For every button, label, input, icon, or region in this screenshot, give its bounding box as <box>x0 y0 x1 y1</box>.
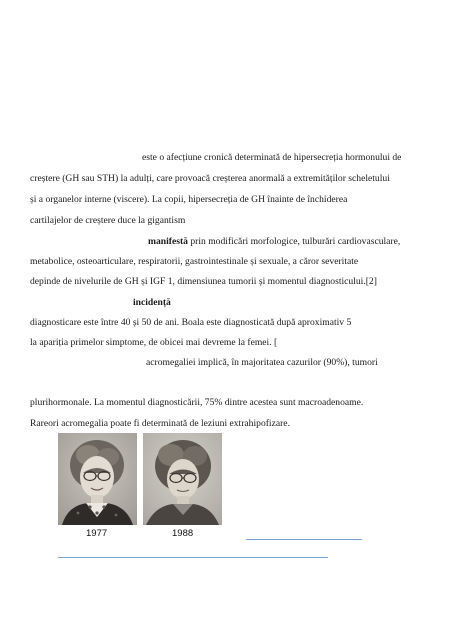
paragraph-5-line-1: plurihormonale. La momentul diagnosticării, 75% dintre acestea sunt macroadenoame. <box>30 397 364 408</box>
photo-1988 <box>143 433 222 525</box>
paragraph-1-line-1: este o afecțiune cronică determinată de hipersecreția hormonului de <box>142 152 402 163</box>
paragraph-3-line-1: diagnosticare este între 40 și 50 de ani. Boala este diagnosticată după aproximativ 5 <box>30 317 352 328</box>
photo-caption-1988: 1988 <box>172 528 194 539</box>
paragraph-5-line-2: Rareori acromegalia poate fi determinată de leziuni extrahipofizare. <box>30 418 290 429</box>
paragraph-2-line-3: depinde de nivelurile de GH și IGF 1, dimensiunea tumorii și momentul diagnosticului.[2] <box>30 276 377 287</box>
paragraph-2-line-2: metabolice, osteoarticulare, respiratorii, gastrointestinale și sexuale, a căror severitate <box>30 256 359 267</box>
paragraph-1-line-3: și a organelor interne (viscere). La copii, hipersecreția de GH înainte de închiderea <box>30 194 348 205</box>
portrait-photo-icon <box>58 433 137 525</box>
paragraph-2-line-1-text: prin modificări morfologice, tulburări cardiovasculare, <box>187 236 401 247</box>
paragraph-3-line-2: la apariția primelor simptome, de obicei mai devreme la femei. [ <box>30 337 278 348</box>
paragraph-1-line-4: cartilajelor de creștere duce la gigantism <box>30 215 186 226</box>
keyword-manifesta: manifestă <box>148 236 188 247</box>
portrait-photo-icon <box>143 433 222 525</box>
paragraph-1-line-2: creștere (GH sau STH) la adulți, care provoacă creșterea anormală a extremităților scheletului <box>30 173 390 184</box>
hyperlink-underline[interactable] <box>246 539 362 540</box>
paragraph-4-line-1: acromegaliei implică, în majoritatea cazurilor (90%), tumori <box>146 357 378 368</box>
hyperlink-underline[interactable] <box>58 557 328 558</box>
paragraph-2-line-1 <box>148 236 400 248</box>
photo-caption-1977: 1977 <box>86 528 108 539</box>
keyword-incidenta: incidență <box>133 297 171 308</box>
photo-1977 <box>58 433 137 525</box>
